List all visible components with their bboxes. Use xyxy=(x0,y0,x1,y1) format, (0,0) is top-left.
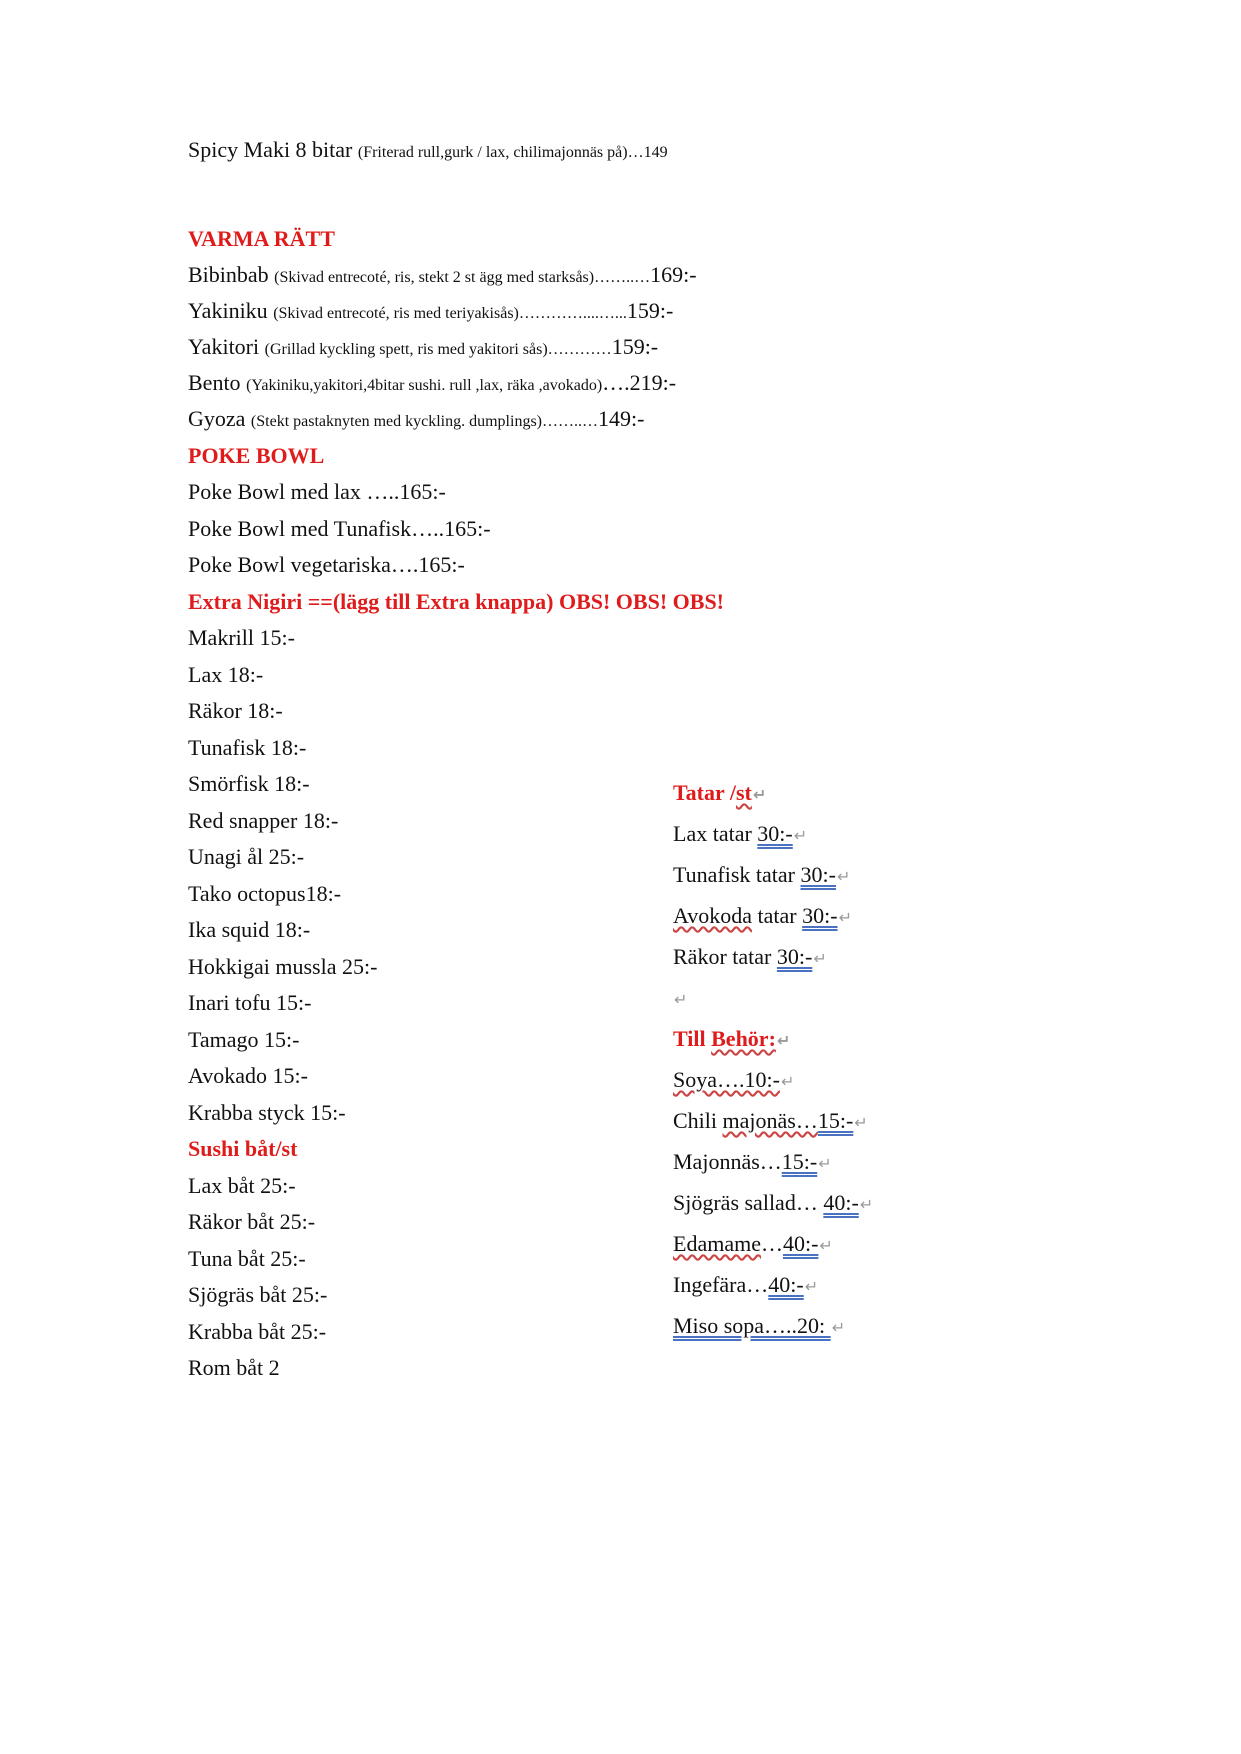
bat-item: Lax båt 25:- xyxy=(188,1173,296,1198)
behor-item xyxy=(673,1231,833,1259)
varma-item xyxy=(188,298,673,327)
tatar-heading xyxy=(673,780,766,808)
item-price: 159:- xyxy=(626,298,674,323)
tatar-price: 30:- xyxy=(776,944,813,969)
item-desc: (Grillad kyckling spett, ris med yakitori sås)………… xyxy=(264,341,612,358)
behor-heading-a: Till xyxy=(673,1026,712,1051)
nigiri-item: Tamago 15:- xyxy=(188,1027,300,1052)
item-name: Yakitori xyxy=(188,334,260,359)
item-name: Gyoza xyxy=(188,406,246,431)
bat-item: Sjögräs båt 25:- xyxy=(188,1282,328,1307)
item-price: 149:- xyxy=(598,406,645,431)
nigiri-item: Ika squid 18:- xyxy=(188,917,311,942)
tatar-name: Räkor tatar xyxy=(673,944,777,969)
poke-item: Poke Bowl med Tunafisk…..165:- xyxy=(188,516,491,541)
poke-item: Poke Bowl vegetariska….165:- xyxy=(188,552,465,577)
item-price: 159:- xyxy=(611,334,659,359)
return-mark-icon: ↵ xyxy=(859,1195,874,1214)
varma-item xyxy=(188,334,658,363)
behor-item-a: Chili xyxy=(673,1108,723,1133)
return-mark-icon: ↵ xyxy=(818,1154,832,1173)
tatar-price: 30:- xyxy=(800,862,836,887)
return-mark-icon: ↵ xyxy=(804,1277,819,1296)
empty-line xyxy=(673,985,687,1013)
poke-item: Poke Bowl med lax …..165:- xyxy=(188,479,446,504)
behor-item-c: 40:- xyxy=(823,1190,859,1215)
item-desc: (Stekt pastaknyten med kyckling. dumplings)……..… xyxy=(250,413,598,430)
nigiri-item: Tunafisk 18:- xyxy=(188,735,307,760)
nigiri-item: Inari tofu 15:- xyxy=(188,990,312,1015)
item-price: ….219:- xyxy=(602,370,677,395)
behor-item-a: Ingefära… xyxy=(673,1272,769,1297)
return-mark-icon: ↵ xyxy=(813,949,827,968)
bat-item: Räkor båt 25:- xyxy=(188,1209,316,1234)
item-name: Bento xyxy=(188,370,241,395)
bat-item: Krabba båt 25:- xyxy=(188,1319,327,1344)
behor-item-a: Miso sopa…..20: xyxy=(673,1313,831,1338)
behor-item xyxy=(673,1313,845,1341)
spicy-maki-desc: (Friterad rull,gurk / lax, chilimajonnäs på)…149 xyxy=(357,144,668,161)
return-mark-icon: ↵ xyxy=(780,1072,795,1091)
tatar-heading-b: st xyxy=(735,780,752,805)
return-mark-icon: ↵ xyxy=(838,908,852,927)
nigiri-item: Krabba styck 15:- xyxy=(188,1100,346,1125)
nigiri-item: Smörfisk 18:- xyxy=(188,771,310,796)
nigiri-item: Avokado 15:- xyxy=(188,1063,308,1088)
behor-item xyxy=(673,1067,794,1095)
tatar-heading-a: Tatar / xyxy=(673,780,736,805)
return-mark-icon: ↵ xyxy=(819,1236,833,1255)
spicy-maki-name: Spicy Maki 8 bitar xyxy=(188,137,353,162)
behor-item-b: … xyxy=(760,1231,783,1256)
behor-item-a: Edamame xyxy=(673,1231,761,1256)
nigiri-item: Lax 18:- xyxy=(188,662,264,687)
return-mark-icon: ↵ xyxy=(793,826,808,845)
item-desc: (Skivad entrecoté, ris, stekt 2 st ägg med starksås)……..… xyxy=(274,269,651,286)
nigiri-item: Hokkigai mussla 25:- xyxy=(188,954,378,979)
varma-item xyxy=(188,262,697,291)
item-desc: (Skivad entrecoté, ris med teriyakisås)…………....…... xyxy=(273,305,627,322)
return-mark-icon: ↵ xyxy=(674,990,688,1009)
behor-item-b: majonäs… xyxy=(722,1108,818,1133)
tatar-item xyxy=(673,944,827,972)
tatar-price: 30:- xyxy=(802,903,838,928)
behor-heading-b: Behör: xyxy=(711,1026,776,1051)
behor-item-a: Soya….10:- xyxy=(673,1067,780,1092)
return-mark-icon: ↵ xyxy=(854,1113,868,1132)
tatar-name: Lax tatar xyxy=(673,821,758,846)
item-name: Yakiniku xyxy=(188,298,268,323)
behor-item xyxy=(673,1190,873,1218)
tatar-price: 30:- xyxy=(757,821,793,846)
bat-item: Rom båt 2 xyxy=(188,1355,280,1380)
tatar-item xyxy=(673,903,852,931)
tatar-name: Avokoda xyxy=(673,903,753,928)
tatar-item xyxy=(673,821,807,849)
nigiri-item: Red snapper 18:- xyxy=(188,808,339,833)
tatar-item xyxy=(673,862,850,890)
behor-item-c: 15:- xyxy=(781,1149,818,1174)
behor-item xyxy=(673,1272,818,1300)
tatar-name: Tunafisk tatar xyxy=(673,862,801,887)
nigiri-item: Räkor 18:- xyxy=(188,698,283,723)
return-mark-icon: ↵ xyxy=(836,867,851,886)
bat-item: Tuna båt 25:- xyxy=(188,1246,306,1271)
item-price: 169:- xyxy=(650,262,697,287)
poke-heading: POKE BOWL xyxy=(188,443,325,468)
item-name: Bibinbab xyxy=(188,262,269,287)
behor-item-c: 15:- xyxy=(817,1108,854,1133)
nigiri-item: Tako octopus18:- xyxy=(188,881,342,906)
nigiri-heading: Extra Nigiri ==(lägg till Extra knappa) OBS! OBS! OBS! xyxy=(188,589,725,614)
behor-item-c: 40:- xyxy=(768,1272,804,1297)
behor-item-a: Majonnäs… xyxy=(673,1149,782,1174)
return-mark-icon: ↵ xyxy=(752,785,767,804)
varma-item xyxy=(188,406,644,435)
item-desc: (Yakiniku,yakitori,4bitar sushi. rull ,lax, räka ,avokado) xyxy=(246,377,603,394)
return-mark-icon: ↵ xyxy=(831,1318,846,1337)
behor-item-a: Sjögräs sallad… xyxy=(673,1190,824,1215)
behor-heading xyxy=(673,1026,790,1054)
bat-heading: Sushi båt/st xyxy=(188,1136,298,1161)
varma-heading: VARMA RÄTT xyxy=(188,226,335,251)
spicy-maki-line xyxy=(188,137,668,166)
behor-item xyxy=(673,1149,832,1177)
behor-item xyxy=(673,1108,868,1136)
behor-item-c: 40:- xyxy=(782,1231,819,1256)
nigiri-item: Unagi ål 25:- xyxy=(188,844,305,869)
tatar-name-rest: tatar xyxy=(752,903,803,928)
varma-item xyxy=(188,370,676,399)
return-mark-icon: ↵ xyxy=(776,1031,791,1050)
nigiri-item: Makrill 15:- xyxy=(188,625,295,650)
